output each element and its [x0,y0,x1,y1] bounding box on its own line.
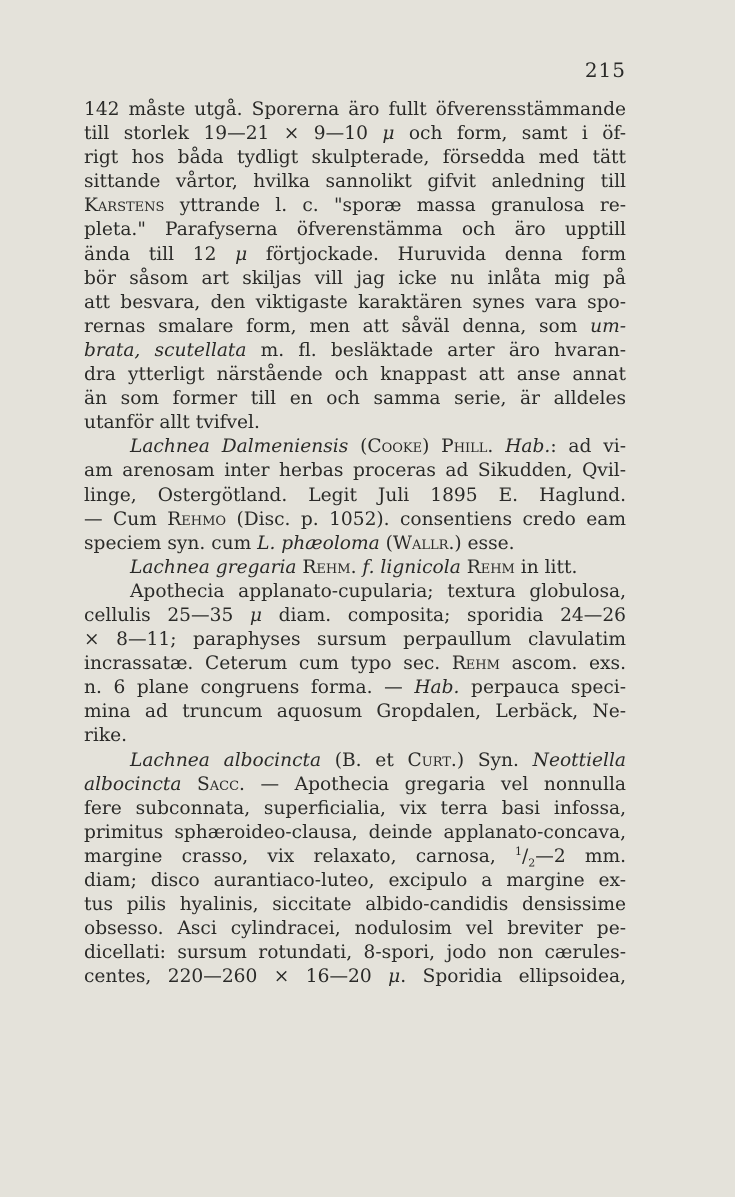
text-segment: μ [388,966,401,988]
text-segment: rike. [84,725,128,747]
text-segment: Lachnea Dalmeniensis [130,436,349,458]
text-line [84,556,626,580]
text-segment: Lachnea albocincta [130,749,322,771]
text-segment: dicellati: sursum rotundati, 8-spori, jodo non cærules- [84,942,626,964]
text-line [84,700,626,724]
text-segment: brata, scutellata [84,339,247,361]
text-segment: tus pilis hyalinis, siccitate albido-candidis densissime [84,894,626,916]
text-segment [181,774,197,795]
text-segment: Curt. [407,749,457,771]
text-segment: ( [379,532,393,554]
text-segment: att besvara, den viktigaste karaktären synes vara spo- [84,291,626,313]
text-segment: um- [590,315,626,337]
text-segment: × 8—11; paraphyses sursum perpaullum clavulatim [84,629,626,651]
text-segment: f. lignicola [362,556,461,578]
text-line [84,580,626,604]
text-line [84,484,626,508]
text-segment: speciem syn. cum [84,532,258,554]
text-line [84,845,626,869]
text-segment: Lachnea gregaria [130,556,297,578]
text-segment: (B. et [321,749,408,771]
text-segment: : ad vi- [550,436,626,458]
text-segment: dra ytterligt närstående och knappast att anse annat [84,364,626,386]
text-line [84,532,626,556]
text-segment: — Cum [84,508,168,530]
text-segment: yttrande l. c. "sporæ massa granulosa re- [164,195,626,217]
text-segment: — Apothecia gregaria vel nonnulla [244,773,626,795]
text-segment: Rehm [466,556,515,578]
text-line [84,508,626,532]
text-segment: L. phæoloma [257,532,380,554]
text-segment: ) Syn. [456,749,533,771]
text-segment: 142 måste utgå. Sporerna äro fullt öfverensstämmande [84,99,626,120]
text-line [84,218,626,242]
text-segment: in litt. [514,556,578,578]
text-line [84,676,626,700]
text-line [84,435,626,459]
text-segment: Rehm [302,556,351,578]
text-line [84,893,626,917]
text-segment: rigt hos båda tydligt skulpterade, försedda med tätt [84,147,626,169]
text-line [84,339,626,363]
text-segment: pleta." Parafyserna öfverenstämma och äro upptill [84,219,626,241]
text-segment: Sacc. [197,773,245,795]
text-segment: diam; disco aurantiaco-luteo, excipulo a margine ex- [84,870,626,891]
text-segment: μ [249,604,262,626]
text-line [84,869,626,893]
page-number: 215 [584,58,626,82]
text-segment: Hab. [505,436,551,458]
text-segment: 2 [528,856,536,870]
text-segment: och form, samt i öf- [394,123,626,145]
text-segment: n. 6 plane congruens forma. — [84,677,415,699]
text-line [84,821,626,845]
body-text [84,98,626,989]
text-line [84,628,626,652]
text-line [84,797,626,821]
text-segment: . [350,556,363,578]
text-segment: (Disc. p. 1052). consentiens credo eam [226,508,626,530]
text-segment: albocincta [84,773,182,795]
text-segment: Rehm [451,653,500,675]
text-line [84,749,626,773]
text-line [84,146,626,170]
text-segment: (Cooke) Phill. [348,436,494,458]
text-line [84,965,626,989]
text-segment: primitus sphæroideo-clausa, deinde applanato-concava, [84,821,626,843]
text-line [84,243,626,267]
text-line [84,387,626,411]
text-segment: / [521,845,529,867]
text-segment: rernas smalare form, men att såväl denna, som [84,315,591,337]
text-segment: fere subconnata, superficialia, vix terra basi infossa, [84,797,626,819]
text-line [84,941,626,965]
text-segment: μ [382,123,395,145]
text-line [84,122,626,146]
text-line [84,291,626,315]
text-segment: sittande vårtor, hvilka sannolikt gifvit anledning till [84,171,626,193]
text-segment: 1 [514,844,522,858]
text-line [84,267,626,291]
text-segment: Hab. [414,677,460,699]
text-segment: cellulis 25—35 [84,604,250,626]
text-line [84,411,626,435]
text-segment: Rehmo [167,508,227,530]
text-segment: diam. composita; sporidia 24—26 [262,604,626,626]
text-segment: —2 mm. [535,845,626,867]
text-segment: μ [235,243,248,265]
text-line [84,170,626,194]
text-segment: centes, 220—260 × 16—20 [84,966,389,988]
text-line [84,315,626,339]
text-segment: incrassatæ. Ceterum cum typo sec. [84,653,452,675]
text-line [84,98,626,122]
text-segment: mina ad truncum aquosum Gropdalen, Lerbäck, Ne- [84,701,626,723]
text-segment: Karstens [84,195,165,217]
text-line [84,459,626,483]
text-line [84,363,626,387]
text-segment: utanför allt tvifvel. [84,412,260,434]
text-segment: ) esse. [454,532,515,554]
text-segment [493,436,505,457]
text-segment: obsesso. Asci cylindracei, nodulosim vel breviter pe- [84,918,626,940]
text-segment: bör såsom art skiljas vill jag icke nu inlåta mig på [84,267,626,289]
text-segment: Apothecia applanato-cupularia; textura globulosa, [130,580,626,602]
text-segment: m. fl. besläktade arter äro hvaran- [246,339,626,361]
text-line [84,604,626,628]
text-segment: än som former till en och samma serie, är alldeles [84,388,626,410]
text-line [84,773,626,797]
text-line [84,917,626,941]
text-segment: margine crasso, vix relaxato, carnosa, [84,845,515,867]
text-line [84,652,626,676]
text-segment: linge, Ostergötland. Legit Juli 1895 E. Haglund. [84,484,626,506]
text-segment: ascom. exs. [499,653,626,675]
text-line [84,194,626,218]
text-segment: till storlek 19—21 × 9—10 [84,123,383,145]
text-segment: Wallr. [392,532,455,554]
text-line [84,724,626,748]
text-segment: perpauca speci- [459,677,626,699]
text-segment: ända till 12 [84,243,236,265]
text-segment: . Sporidia ellipsoidea, [400,966,627,988]
text-segment: am arenosam inter herbas proceras ad Sikudden, Qvil- [84,460,626,482]
text-segment: Neottiella [532,749,627,771]
text-segment: förtjockade. Huruvida denna form [247,243,626,265]
